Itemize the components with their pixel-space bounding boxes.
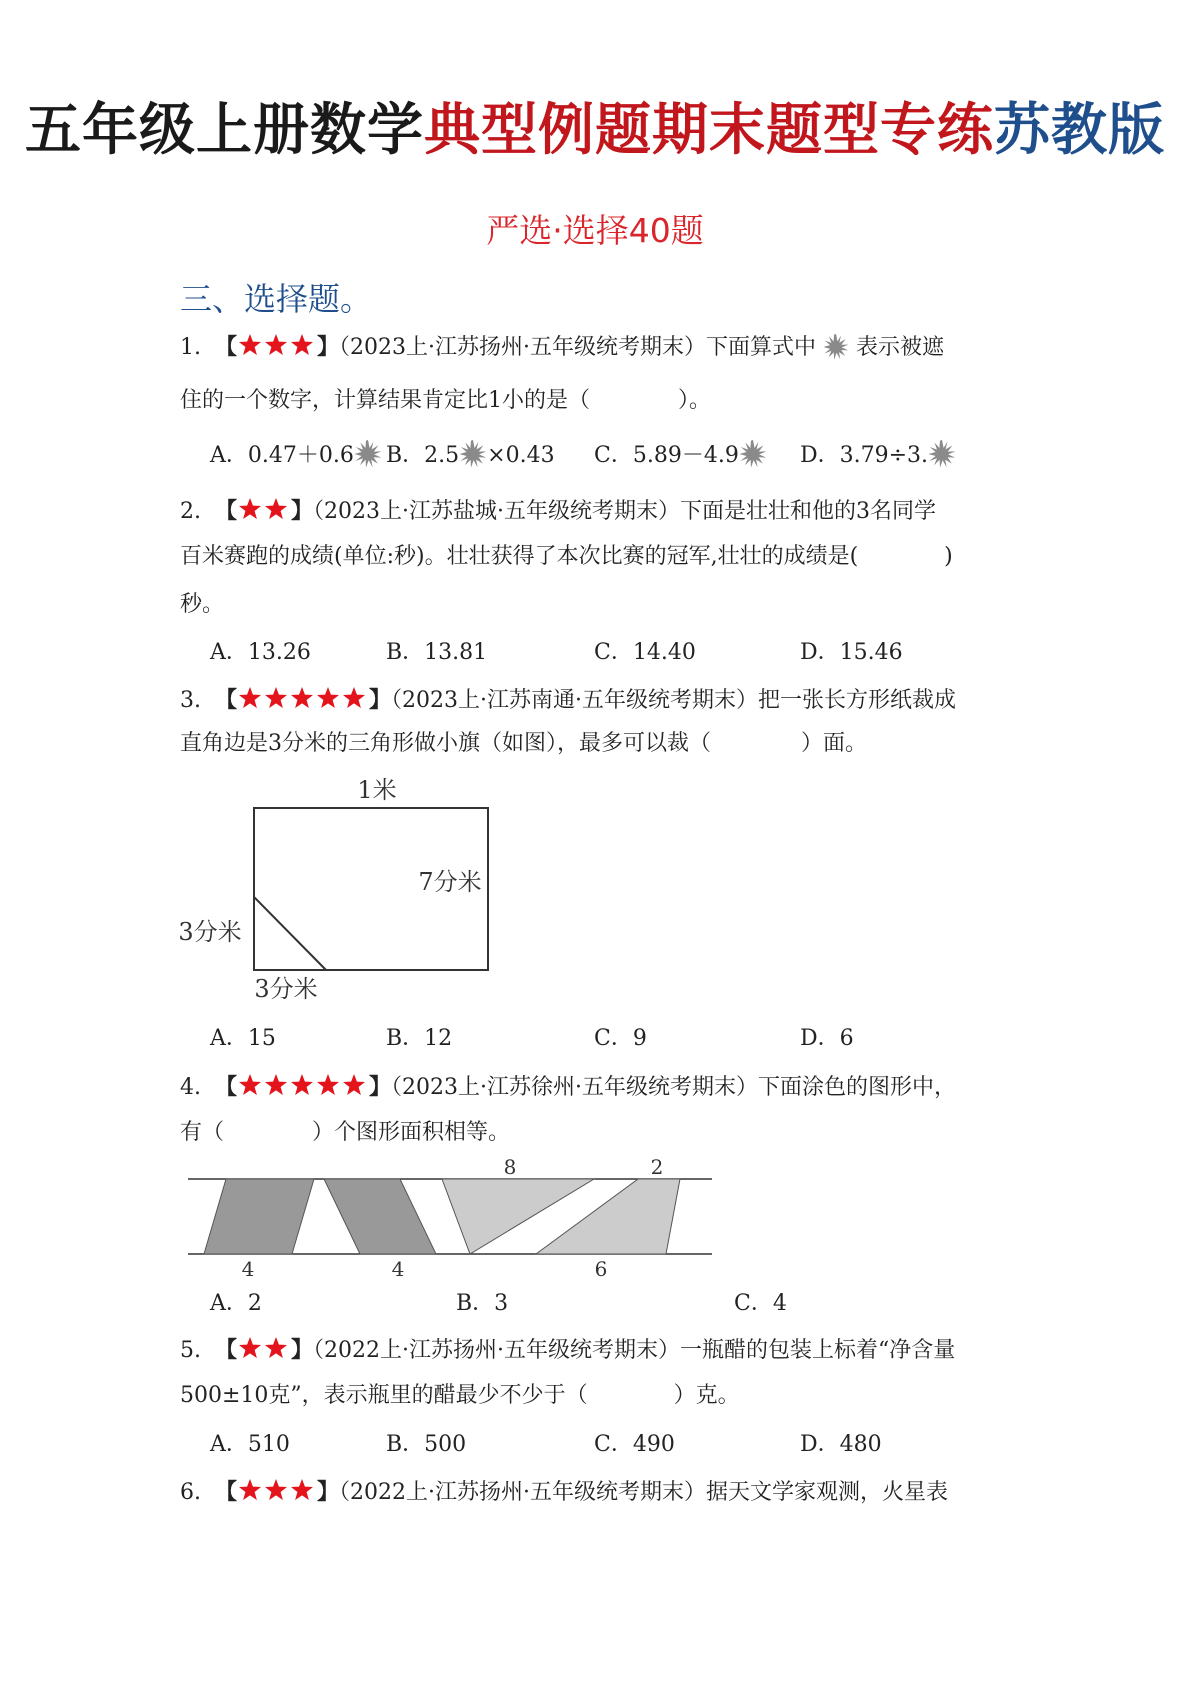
q5-option-a [210,1430,290,1460]
q1-line2 [180,386,711,416]
q1-option-c [594,440,767,477]
label-left: 3分米 [178,918,242,946]
q3-text-a: 把一张长方形纸裁成 [758,688,957,713]
option-value: 500 [424,1432,467,1457]
q1-difficulty-stars [238,333,316,366]
hidden-digit-icon [823,334,849,369]
option-expression-end: ×0.43 [487,443,555,468]
star-icons [238,1073,368,1097]
q3-option-a [210,1024,276,1054]
q6-number: 6. [180,1480,201,1505]
q4-text-a: 下面涂色的图形中， [758,1075,957,1100]
q4-bracket-left: 【 [215,1074,238,1100]
option-value: 490 [632,1432,675,1457]
q1-bracket-left: 【 [215,334,238,360]
option-value: 480 [839,1432,882,1457]
q1-option-b [386,440,555,477]
option-label: D． [800,443,840,468]
option-label: B． [386,443,425,468]
hidden-digit-icon [928,440,956,477]
q4-difficulty-stars [238,1073,368,1106]
option-label: A． [210,1291,248,1316]
q2-text-line2: 百米赛跑的成绩(单位:秒)。壮壮获得了本次比赛的冠军,壮壮的成绩是( [180,544,859,569]
paper-cutting-figure [170,770,510,1010]
star-icons [238,1478,316,1502]
label-top-right: 2 [650,1155,664,1179]
q3-option-c [594,1024,647,1054]
q5-text-line2-end: ）克。 [673,1383,740,1408]
q4-source: （2023上·江苏徐州·五年级统考期末） [391,1075,759,1100]
q1-text-line2: 住的一个数字，计算结果肯定比1小的是（ [180,388,590,413]
q5-option-c [594,1430,675,1460]
option-value: 4 [772,1291,787,1316]
option-label: A． [210,443,248,468]
q5-line1 [180,1335,955,1369]
q2-line3: 秒。 [180,592,225,617]
parallelogram-2 [324,1179,436,1254]
option-label: D． [800,1432,840,1457]
q3-bracket-right: 】 [369,687,392,713]
subtitle: 严选·选择40题 [486,211,704,250]
q2-option-c [594,638,696,668]
option-label: B． [386,1026,425,1051]
title-part-topic: 典型例题期末题型专练 [424,98,994,163]
q1-option-a [210,440,382,477]
q4-option-c [734,1289,787,1319]
q3-difficulty-stars [238,686,368,719]
q1-text-line2-end: ）。 [678,388,712,413]
q4-option-a [210,1289,262,1319]
q2-difficulty-stars [238,497,290,530]
q4-option-b [456,1289,508,1319]
q1-text-a: 下面算式中 [706,335,817,360]
option-expression: 5.89－4.9 [632,443,739,468]
q3-text-line2: 直角边是3分米的三角形做小旗（如图），最多可以裁（ [180,731,711,756]
q4-line2 [180,1118,510,1148]
option-label: B． [386,640,425,665]
option-value: 13.26 [247,640,311,665]
q3-text-line2-end: ）面。 [801,731,868,756]
q5-option-b [386,1430,466,1460]
star-icons [238,1336,290,1360]
label-bottom-2: 4 [391,1257,405,1280]
q5-text-line2: 500±10克”，表示瓶里的醋最少不少于（ [180,1383,588,1408]
q3-bracket-left: 【 [215,687,238,713]
option-value: 2 [247,1291,262,1316]
q5-line2 [180,1381,740,1411]
option-label: A． [210,640,248,665]
star-icons [238,686,368,710]
option-label: A． [210,1026,248,1051]
label-bottom: 3分米 [254,975,318,1003]
q6-bracket-left: 【 [215,1479,238,1505]
page-title [0,86,1190,166]
option-value: 6 [839,1026,854,1051]
q6-difficulty-stars [238,1478,316,1511]
option-label: C． [734,1291,773,1316]
q3-source: （2023上·江苏南通·五年级统考期末） [391,688,759,713]
q3-option-d [800,1024,854,1054]
triangle-cut-line [254,897,326,970]
q6-line1 [180,1477,948,1511]
star-icons [238,333,316,357]
option-label: D． [800,640,840,665]
q3-line2 [180,729,867,759]
q5-number: 5. [180,1338,201,1363]
star-icons [238,497,290,521]
q1-text-b: 表示被遮 [856,335,945,360]
q2-line1 [180,496,936,530]
q1-number: 1. [180,335,201,360]
parallelogram-1 [204,1179,314,1254]
option-value: 12 [424,1026,453,1051]
q6-text-a: 据天文学家观测，火星表 [706,1480,949,1505]
q4-text-line2-end: ）个图形面积相等。 [312,1120,511,1145]
q2-line2 [180,542,953,572]
q2-source: （2023上·江苏盐城·五年级统考期末） [313,499,681,524]
q5-option-d [800,1430,882,1460]
q1-option-d [800,440,956,477]
q5-difficulty-stars [238,1336,290,1369]
title-part-grade: 五年级上册数学 [25,98,424,163]
q2-text-a: 下面是壮壮和他的3名同学 [680,499,937,524]
title-part-edition: 苏教版 [994,98,1165,163]
option-label: C． [594,640,633,665]
label-top: 1米 [357,776,397,804]
q2-text-line2-end: ) [944,544,953,569]
option-value: 14.40 [632,640,696,665]
q4-number: 4. [180,1075,201,1100]
q4-line1 [180,1072,956,1106]
q5-source: （2022上·江苏扬州·五年级统考期末） [313,1338,681,1363]
q2-option-d [800,638,903,668]
option-value: 15 [247,1026,276,1051]
label-bottom-3: 6 [594,1257,608,1280]
q2-option-b [386,638,487,668]
option-label: B． [456,1291,495,1316]
q3-option-b [386,1024,452,1054]
shaded-shapes-figure [180,1155,720,1280]
q1-source: （2023上·江苏扬州·五年级统考期末） [339,335,707,360]
q3-number: 3. [180,688,201,713]
q5-bracket-right: 】 [291,1337,314,1363]
option-value: 9 [632,1026,647,1051]
option-label: D． [800,1026,840,1051]
hidden-digit-icon [739,440,767,477]
option-value: 510 [247,1432,290,1457]
label-top-left: 8 [503,1155,517,1179]
option-label: C． [594,443,633,468]
q5-bracket-left: 【 [215,1337,238,1363]
option-label: A． [210,1432,248,1457]
q4-text-line2: 有（ [180,1120,225,1145]
option-value: 3 [494,1291,509,1316]
hidden-digit-icon [459,440,487,477]
q2-number: 2. [180,499,201,524]
q6-bracket-right: 】 [317,1479,340,1505]
option-value: 13.81 [424,640,488,665]
q4-bracket-right: 】 [369,1074,392,1100]
q5-text-a: 一瓶醋的包装上标着“净含量 [680,1338,956,1363]
q2-bracket-left: 【 [215,498,238,524]
label-bottom-1: 4 [241,1257,255,1280]
q1-line1 [180,332,944,369]
q1-bracket-right: 】 [317,334,340,360]
option-expression: 0.47＋0.6 [247,443,354,468]
q3-line1 [180,685,956,719]
q2-bracket-right: 】 [291,498,314,524]
option-value: 15.46 [839,640,903,665]
q2-option-a [210,638,311,668]
q6-source: （2022上·江苏扬州·五年级统考期末） [339,1480,707,1505]
hidden-digit-icon [354,440,382,477]
option-label: B． [386,1432,425,1457]
option-label: C． [594,1026,633,1051]
label-right: 7分米 [418,868,482,896]
option-expression: 3.79÷3. [839,443,929,468]
section-heading: 三、选择题。 [180,280,373,318]
option-expression: 2.5 [424,443,460,468]
option-label: C． [594,1432,633,1457]
